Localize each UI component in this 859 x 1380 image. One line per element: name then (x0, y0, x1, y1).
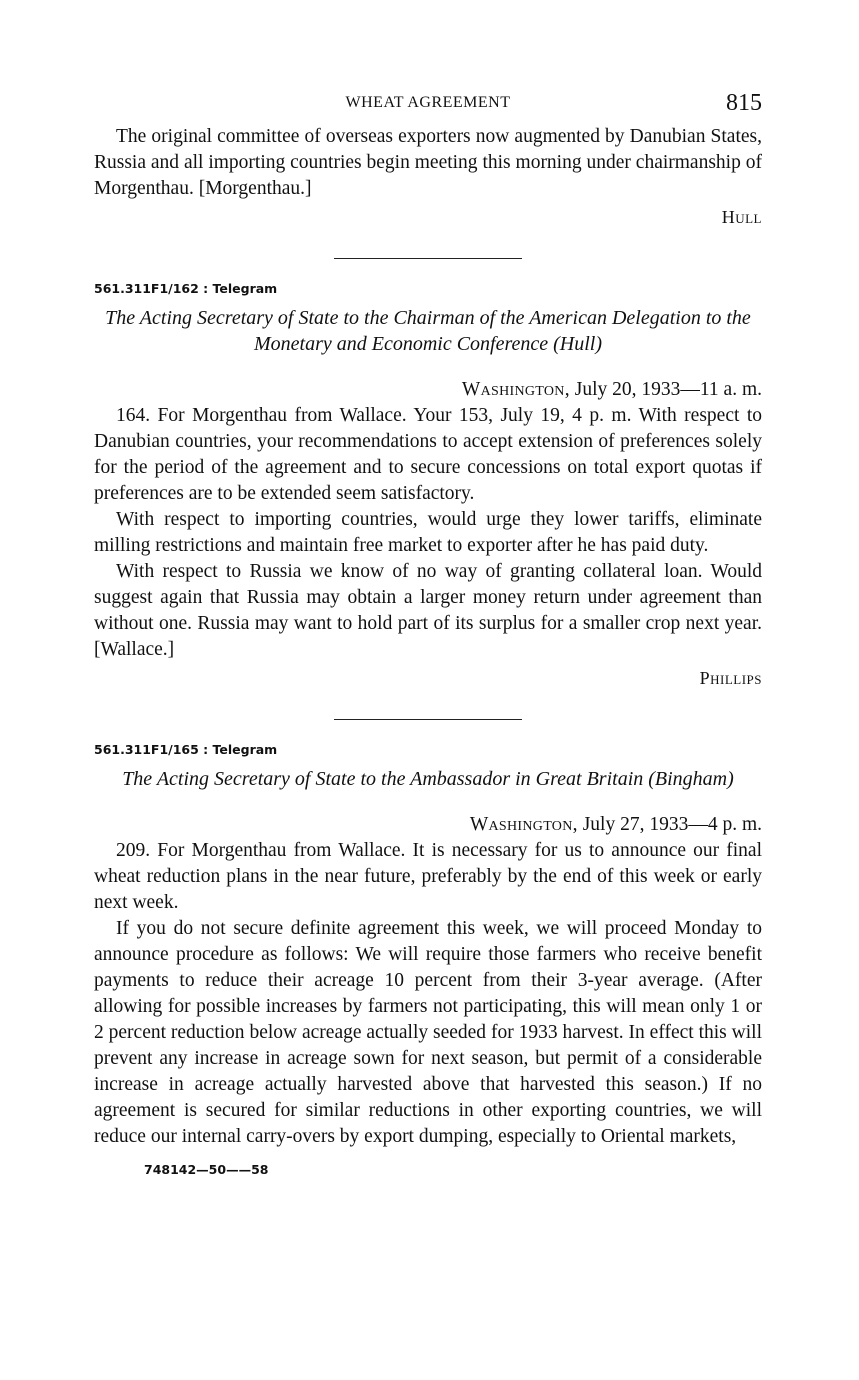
section-divider (334, 719, 522, 720)
document-signature: Phillips (699, 668, 762, 688)
document-page (94, 90, 762, 1177)
page-number: 815 (726, 90, 762, 116)
running-head (94, 90, 762, 124)
document-title: The Acting Secretary of State to the Chairman of the American Delegation to the Monetary and Economic Conference (Hull) (105, 307, 751, 355)
document-section (94, 742, 762, 1150)
file-reference: 561.311F1/162 : Telegram (94, 281, 278, 296)
dateline-time: July 20, 1933—11 a. m. (574, 379, 762, 400)
dateline-place: Washington, (461, 379, 570, 400)
dateline-time: July 27, 1933—4 p. m. (582, 814, 762, 835)
print-code: 748142—50——58 (144, 1162, 269, 1177)
body-paragraph: With respect to importing countries, would urge they lower tariffs, eliminate milling restrictions and maintain free market to exporter after he has paid duty. (94, 509, 762, 556)
intro-signature: Hull (721, 207, 762, 227)
body-paragraph: 164. For Morgenthau from Wallace. Your 153, July 19, 4 p. m. With respect to Danubian countries, your recommendations to accept extension of preferences solely for the period of the agreement and to secure concessions on total export quotas if preferences are to be extended seem satisfactory. (94, 405, 762, 504)
section-divider (334, 258, 522, 259)
document-section (94, 281, 762, 691)
dateline (94, 377, 762, 403)
intro-paragraph: The original committee of overseas exporters now augmented by Danubian States, Russia and all importing countries begin meeting this morning under chairmanship of Morgenthau. [Morgenthau.] (94, 126, 762, 199)
body-paragraph: If you do not secure definite agreement this week, we will proceed Monday to announce procedure as follows: We will require those farmers who receive benefit payments to reduce their acreage 10 percent from their 3-year average. (After allowing for possible increases by farmers not participating, this will mean only 1 or 2 percent reduction below acreage actually seeded for 1933 harvest. In effect this will prevent any increase in acreage sown for next season, but permit of a considerable increase in acreage actually harvested above that harvested this season.) If no agreement is secured for similar reductions in other exporting countries, we will reduce our internal carry-overs by export dumping, especially to Oriental markets, (94, 918, 762, 1147)
body-paragraph: With respect to Russia we know of no way of granting collateral loan. Would suggest again that Russia may obtain a larger money return under agreement than without one. Russia may want to hold part of its surplus for a smaller crop next year. [Wallace.] (94, 561, 762, 660)
file-reference: 561.311F1/165 : Telegram (94, 742, 278, 757)
dateline (94, 812, 762, 838)
running-title: WHEAT AGREEMENT (345, 94, 511, 111)
body-paragraph: 209. For Morgenthau from Wallace. It is necessary for us to announce our final wheat reduction plans in the near future, preferably by the end of this week or early next week. (94, 840, 762, 913)
dateline-place: Washington, (469, 814, 578, 835)
document-title: The Acting Secretary of State to the Ambassador in Great Britain (Bingham) (122, 768, 734, 790)
